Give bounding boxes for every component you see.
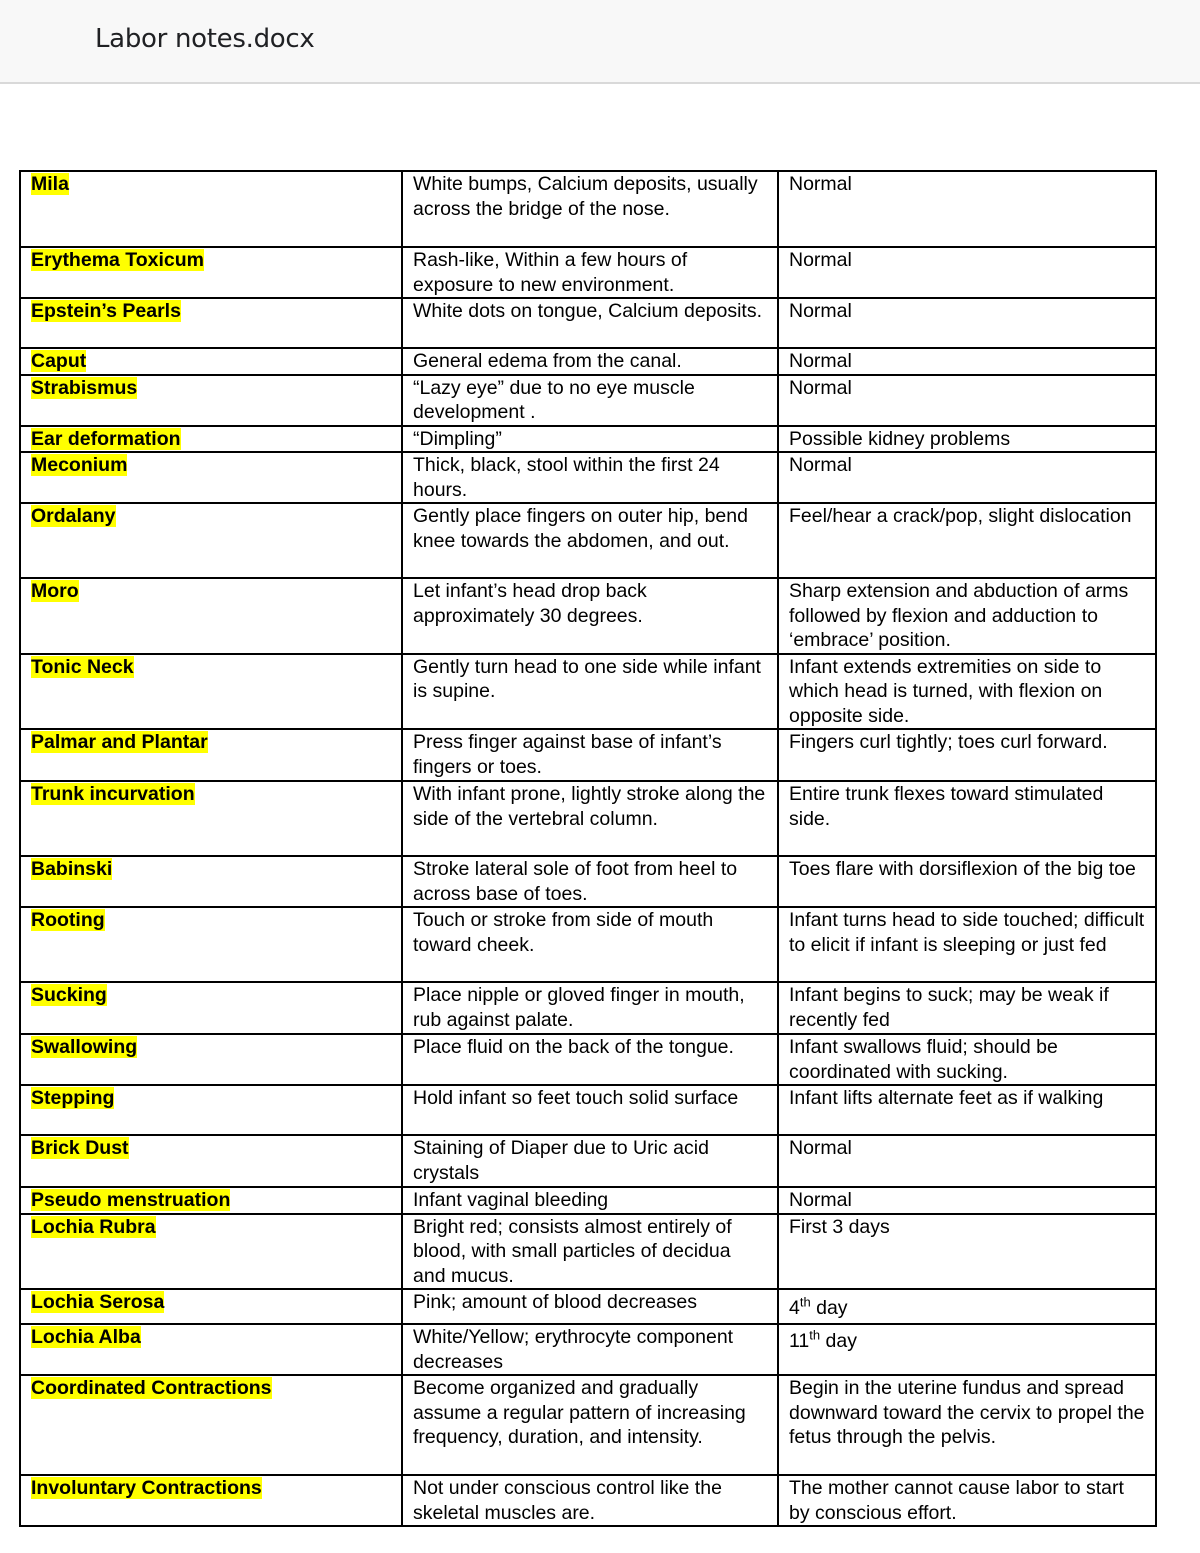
result-cell: Normal (778, 452, 1156, 503)
table-row (20, 729, 1156, 781)
table-row (20, 426, 1156, 453)
term-cell: Coordinated Contractions (31, 1377, 272, 1399)
result-cell: Infant begins to suck; may be weak if recently fed (778, 982, 1156, 1034)
table-row (20, 1375, 1156, 1475)
term-cell: Erythema Toxicum (31, 249, 205, 271)
result-cell: Infant lifts alternate feet as if walking (778, 1085, 1156, 1135)
description-cell: Place fluid on the back of the tongue. (402, 1034, 778, 1085)
result-cell: First 3 days (778, 1214, 1156, 1290)
result-cell: Entire trunk flexes toward stimulated side. (778, 781, 1156, 856)
description-cell: Not under conscious control like the skeletal muscles are. (402, 1475, 778, 1526)
term-cell: Moro (31, 580, 79, 602)
table-row (20, 298, 1156, 348)
description-cell: Hold infant so feet touch solid surface (402, 1085, 778, 1135)
table-row (20, 1475, 1156, 1526)
description-cell: Place nipple or gloved finger in mouth, rub against palate. (402, 982, 778, 1034)
result-number: 4 (789, 1297, 800, 1319)
notes-table (19, 170, 1157, 1527)
result-cell: Infant extends extremities on side to which head is turned, with flexion on opposite side. (778, 654, 1156, 730)
term-cell: Brick Dust (31, 1137, 129, 1159)
term-cell: Lochia Alba (31, 1326, 141, 1348)
description-cell: White/Yellow; erythrocyte component decreases (402, 1324, 778, 1375)
result-number: 11 (789, 1330, 810, 1352)
term-cell: Palmar and Plantar (31, 731, 208, 753)
term-cell: Ordalany (31, 505, 116, 527)
description-cell: White dots on tongue, Calcium deposits. (402, 298, 778, 348)
description-cell: Gently place fingers on outer hip, bend knee towards the abdomen, and out. (402, 503, 778, 578)
description-cell: With infant prone, lightly stroke along the side of the vertebral column. (402, 781, 778, 856)
description-cell: Pink; amount of blood decreases (402, 1289, 778, 1324)
result-cell: The mother cannot cause labor to start by conscious effort. (778, 1475, 1156, 1526)
result-cell: Feel/hear a crack/pop, slight dislocation (778, 503, 1156, 578)
term-cell: Lochia Rubra (31, 1215, 156, 1238)
table-row (20, 907, 1156, 982)
result-unit: day (820, 1330, 857, 1352)
table-row (20, 578, 1156, 654)
term-cell: Rooting (31, 909, 105, 931)
table-row (20, 654, 1156, 730)
term-cell: Epstein’s Pearls (31, 300, 181, 322)
result-cell: Normal (778, 375, 1156, 426)
result-unit: day (810, 1297, 848, 1319)
description-cell: “Dimpling” (402, 426, 778, 453)
result-cell: Sharp extension and abduction of arms followed by flexion and adduction to ‘embrace’ position. (778, 578, 1156, 654)
description-cell: Infant vaginal bleeding (402, 1187, 778, 1214)
table-row (20, 375, 1156, 426)
term-cell: Involuntary Contractions (31, 1477, 262, 1499)
result-cell: Normal (778, 247, 1156, 298)
description-cell: General edema from the canal. (402, 348, 778, 375)
term-cell: Tonic Neck (31, 655, 134, 678)
description-cell: Press finger against base of infant’s fingers or toes. (402, 729, 778, 781)
table-row (20, 247, 1156, 298)
document-title: Labor notes.docx (95, 24, 315, 54)
description-cell: Become organized and gradually assume a regular pattern of increasing frequency, duration, and intensity. (402, 1375, 778, 1475)
table-row (20, 171, 1156, 247)
result-cell: Normal (778, 1135, 1156, 1187)
description-cell: White bumps, Calcium deposits, usually across the bridge of the nose. (402, 171, 778, 247)
table-row (20, 781, 1156, 856)
description-cell: Gently turn head to one side while infant is supine. (402, 654, 778, 730)
result-ordinal-suffix: th (799, 1294, 811, 1310)
result-cell: Normal (778, 348, 1156, 375)
description-cell: Let infant’s head drop back approximately 30 degrees. (402, 578, 778, 654)
table-row (20, 1034, 1156, 1085)
term-cell: Swallowing (31, 1036, 138, 1058)
term-cell: Sucking (31, 984, 107, 1006)
result-cell: Toes flare with dorsiflexion of the big toe (778, 856, 1156, 907)
result-ordinal-suffix: th (809, 1327, 821, 1343)
result-cell (778, 1289, 1156, 1324)
description-cell: Thick, black, stool within the first 24 hours. (402, 452, 778, 503)
result-cell: Possible kidney problems (778, 426, 1156, 453)
description-cell: “Lazy eye” due to no eye muscle development . (402, 375, 778, 426)
table-row (20, 503, 1156, 578)
result-cell: Infant turns head to side touched; difficult to elicit if infant is sleeping or just fed (778, 907, 1156, 982)
table-row (20, 348, 1156, 375)
table-row (20, 452, 1156, 503)
table-row (20, 1324, 1156, 1375)
term-cell: Ear deformation (31, 427, 181, 450)
term-cell: Lochia Serosa (31, 1291, 165, 1313)
term-cell: Stepping (31, 1087, 115, 1109)
table-row (20, 1135, 1156, 1187)
term-cell: Babinski (31, 858, 113, 880)
result-cell: Normal (778, 298, 1156, 348)
table-row (20, 1289, 1156, 1324)
description-cell: Stroke lateral sole of foot from heel to across base of toes. (402, 856, 778, 907)
result-cell: Normal (778, 1187, 1156, 1214)
description-cell: Rash-like, Within a few hours of exposure to new environment. (402, 247, 778, 298)
result-cell (778, 1324, 1156, 1375)
term-cell: Strabismus (31, 376, 138, 399)
table-row (20, 1085, 1156, 1135)
term-cell: Trunk incurvation (31, 783, 195, 805)
result-cell: Infant swallows fluid; should be coordinated with sucking. (778, 1034, 1156, 1085)
result-cell: Normal (778, 171, 1156, 247)
term-cell: Pseudo menstruation (31, 1189, 231, 1211)
description-cell: Bright red; consists almost entirely of blood, with small particles of decidua and mucus. (402, 1214, 778, 1290)
result-cell: Begin in the uterine fundus and spread downward toward the cervix to propel the fetus through the pelvis. (778, 1375, 1156, 1475)
description-cell: Staining of Diaper due to Uric acid crystals (402, 1135, 778, 1187)
term-cell: Mila (31, 173, 69, 195)
term-cell: Caput (31, 350, 87, 372)
table-row (20, 1214, 1156, 1290)
table-row (20, 1187, 1156, 1214)
document-header-bar (0, 0, 1200, 84)
result-cell: Fingers curl tightly; toes curl forward. (778, 729, 1156, 781)
table-row (20, 856, 1156, 907)
table-row (20, 982, 1156, 1034)
description-cell: Touch or stroke from side of mouth toward cheek. (402, 907, 778, 982)
term-cell: Meconium (31, 454, 128, 476)
